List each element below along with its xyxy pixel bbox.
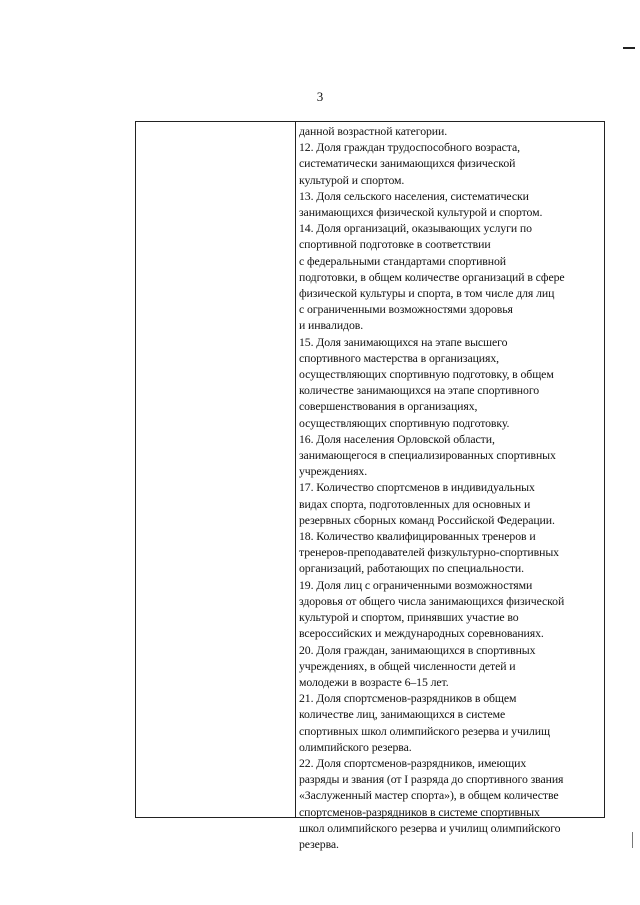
- table-text-line: видах спорта, подготовленных для основных и: [299, 496, 531, 511]
- table-text-line: подготовки, в общем количестве организаций в сфере: [299, 269, 565, 284]
- table-text-line: резервных сборных команд Российской Федерации.: [299, 512, 555, 527]
- table-text-line: 16. Доля населения Орловской области,: [299, 431, 495, 446]
- table-text-line: с ограниченными возможностями здоровья: [299, 302, 513, 317]
- table-text-line: 14. Доля организаций, оказывающих услуги по: [299, 221, 532, 236]
- table-text-line: совершенствования в организациях,: [299, 399, 478, 414]
- table-text-line: 18. Количество квалифицированных тренеров и: [299, 529, 536, 544]
- table-right-cell: [299, 123, 605, 852]
- table-text-line: молодежи в возрасте 6–15 лет.: [299, 674, 449, 689]
- table-text-line: 19. Доля лиц с ограниченными возможностями: [299, 577, 533, 592]
- table-text-line: учреждениях.: [299, 464, 368, 479]
- table-text-line: учреждениях, в общей численности детей и: [299, 658, 516, 673]
- table-text-line: резерва.: [299, 836, 339, 851]
- scan-mark-top-right: [623, 47, 635, 49]
- table-text-line: спортивной подготовке в соответствии: [299, 237, 491, 252]
- table-text-line: с федеральными стандартами спортивной: [299, 253, 507, 268]
- table-text-line: 17. Количество спортсменов в индивидуальных: [299, 480, 535, 495]
- table-text-line: культурой и спортом.: [299, 172, 405, 187]
- scan-mark-right-edge: [632, 832, 633, 848]
- table-text-line: разряды и звания (от I разряда до спортивного звания: [299, 772, 564, 787]
- table-text-line: 21. Доля спортсменов-разрядников в общем: [299, 691, 517, 706]
- table-text-line: количестве лиц, занимающихся в системе: [299, 707, 506, 722]
- table-text-line: олимпийского резерва.: [299, 739, 412, 754]
- table-left-cell-empty: [136, 122, 295, 817]
- table-text-line: данной возрастной категории.: [299, 124, 448, 138]
- table-text-line: занимающегося в специализированных спортивных: [299, 448, 556, 463]
- table-text-line: всероссийских и международных соревнованиях.: [299, 626, 544, 641]
- page-number: 3: [316, 89, 324, 104]
- table-text-line: здоровья от общего числа занимающихся физической: [299, 593, 565, 608]
- table-text-line: спортивных школ олимпийского резерва и училищ: [299, 723, 550, 738]
- table-text-line: школ олимпийского резерва и училищ олимпийского: [299, 820, 561, 835]
- table-text-line: количестве занимающихся на этапе спортивного: [299, 383, 540, 398]
- table-column-divider: [295, 122, 296, 817]
- table-text-line: 13. Доля сельского населения, систематически: [299, 188, 529, 203]
- table-text-line: осуществляющих спортивную подготовку.: [299, 415, 510, 430]
- table-text-line: осуществляющих спортивную подготовку, в общем: [299, 367, 554, 382]
- table-text-line: и инвалидов.: [299, 318, 364, 333]
- table-text-line: 22. Доля спортсменов-разрядников, имеющих: [299, 755, 527, 770]
- table-text-line: тренеров-преподавателей физкультурно-спортивных: [299, 545, 559, 560]
- table-text-line: 20. Доля граждан, занимающихся в спортивных: [299, 642, 536, 657]
- table-text-line: занимающихся физической культурой и спортом.: [299, 205, 543, 220]
- indicators-table: [135, 121, 605, 851]
- table-text-line: спортсменов-разрядников в системе спортивных: [299, 804, 540, 819]
- table-text-line: 15. Доля занимающихся на этапе высшего: [299, 334, 508, 349]
- table-text-line: культурой и спортом, принявших участие во: [299, 610, 519, 625]
- table-text-line: физической культуры и спорта, в том числе для лиц: [299, 286, 555, 301]
- table-text-line: «Заслуженный мастер спорта»), в общем количестве: [299, 788, 559, 803]
- table-text-line: 12. Доля граждан трудоспособного возраста,: [299, 140, 520, 155]
- table-text-line: спортивного мастерства в организациях,: [299, 350, 499, 365]
- table-text-line: систематически занимающихся физической: [299, 156, 516, 171]
- table-text-line: организаций, работающих по специальности.: [299, 561, 524, 576]
